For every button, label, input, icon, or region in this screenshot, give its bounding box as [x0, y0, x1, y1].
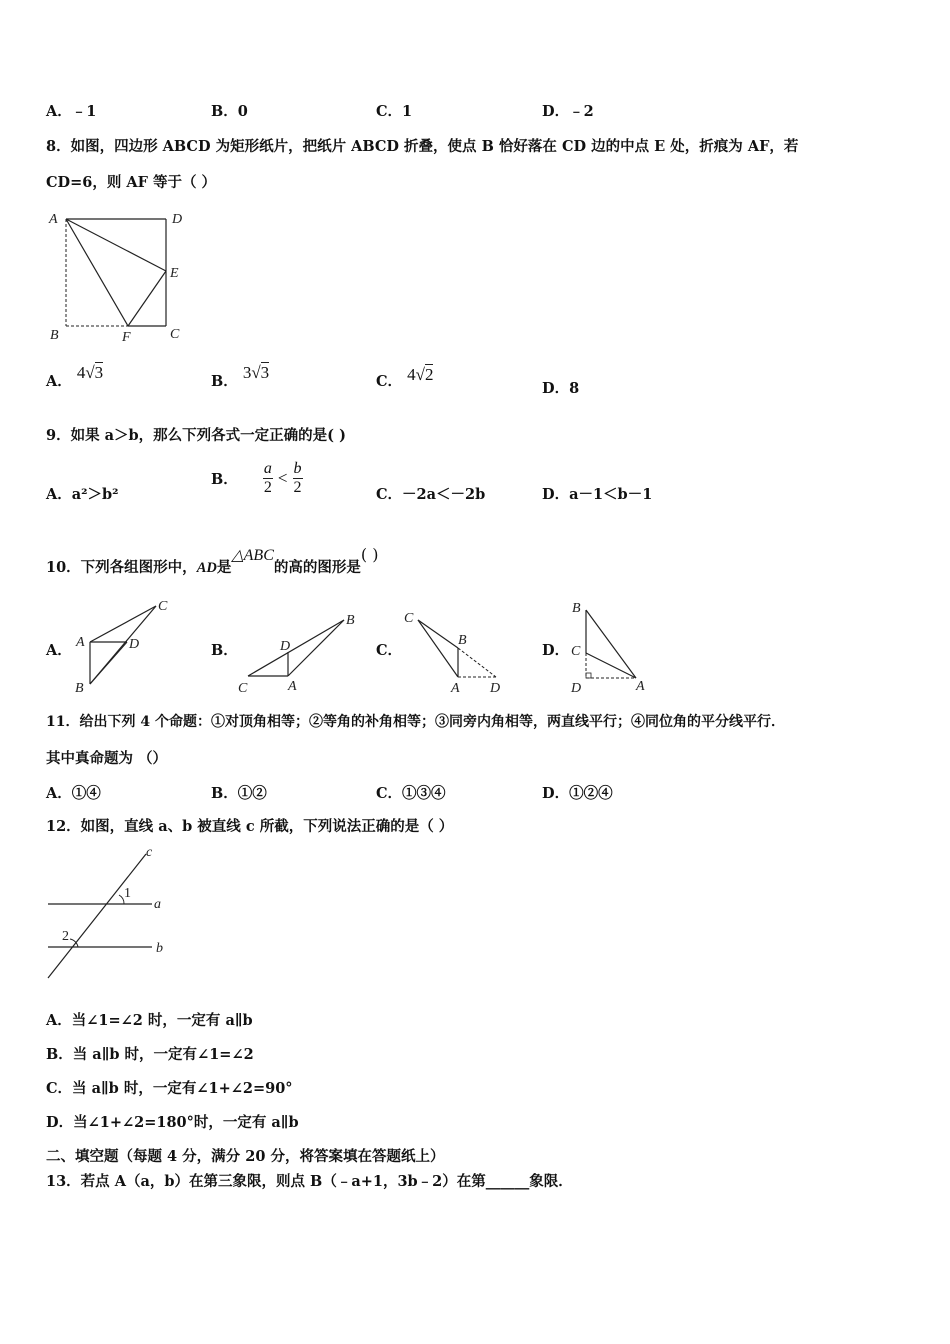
- q10-figure-d: [566, 598, 656, 696]
- q13-stem: 13．若点 A（a，b）在第三象限，则点 B（﹣a+1，3b﹣2）在第______象限．: [46, 1173, 573, 1190]
- q8-label-f: F: [122, 330, 131, 345]
- section2-heading: 二、填空题（每题 4 分，满分 20 分，将答案填在答题纸上）: [46, 1148, 445, 1165]
- q11-option-b: B．①②: [211, 785, 267, 802]
- q8-option-a: A． 4√3: [46, 363, 104, 390]
- q10b-label-4: B: [346, 613, 355, 628]
- q10d-label-1: B: [572, 601, 581, 616]
- q11-option-c: C．①③④: [376, 785, 446, 802]
- q8-option-d: D．8: [542, 380, 580, 397]
- q10c-label-1: C: [404, 611, 414, 626]
- q10b-label-3: D: [280, 639, 291, 654]
- q8-stem-line2: CD=6，则 AF 等于（ ）: [46, 174, 217, 191]
- q12-label-1: 1: [124, 886, 131, 901]
- q8-stem-line1: 8．如图，四边形 ABCD 为矩形纸片，把纸片 ABCD 折叠，使点 B 恰好落在 CD 边的中点 E 处，折痕为 AF，若: [46, 138, 799, 155]
- q11-option-a: A．①④: [46, 785, 101, 802]
- q8-figure: [44, 205, 204, 345]
- q10d-label-3: D: [571, 681, 582, 696]
- q9-option-d: D．a－1＜b－1: [542, 486, 653, 503]
- q10-figure-c: [400, 604, 510, 696]
- q8-label-b: B: [50, 328, 59, 343]
- q12-option-a: A．当∠1=∠2 时，一定有 a∥b: [46, 1012, 253, 1029]
- q12-label-2: 2: [62, 929, 69, 944]
- q10b-label-2: A: [288, 679, 297, 694]
- q10-option-c-label: C．: [376, 642, 403, 659]
- q12-option-b: B．当 a∥b 时，一定有∠1=∠2: [46, 1046, 254, 1063]
- q10-option-d-label: D．: [542, 642, 570, 659]
- q11-stem-line2: 其中真命题为 （）: [46, 750, 168, 767]
- q10c-label-3: A: [451, 681, 460, 696]
- q9-stem: 9．如果 a＞b，那么下列各式一定正确的是( ): [46, 427, 346, 444]
- q10b-label-1: C: [238, 681, 248, 696]
- q7-option-a: A．﹣1: [46, 103, 97, 120]
- q12-option-d: D．当∠1+∠2=180°时，一定有 a∥b: [46, 1114, 299, 1131]
- q11-stem-line1: 11．给出下列 4 个命题：①对顶角相等；②等角的补角相等；③同旁内角相等，两直线平行；④同位角的平分线平行．: [46, 714, 785, 730]
- q7-option-c: C．1: [376, 103, 413, 120]
- q10d-label-4: A: [636, 679, 645, 694]
- q10a-label-2: B: [75, 681, 84, 696]
- q10-option-b-label: B．: [211, 642, 238, 659]
- q8-label-c: C: [170, 327, 180, 342]
- q8-option-b: B． 3√3: [211, 363, 270, 390]
- q10a-label-1: A: [76, 635, 85, 650]
- q12-option-c: C．当 a∥b 时，一定有∠1+∠2=90°: [46, 1080, 293, 1097]
- q10-option-a-label: A．: [46, 642, 72, 659]
- q12-label-b: b: [156, 941, 163, 956]
- q8-label-d: D: [172, 212, 183, 227]
- q9-option-a: A．a²＞b²: [46, 486, 119, 503]
- q10-stem: 10．下列各组图形中，AD是△ABC的高的图形是( ): [46, 545, 379, 576]
- q10c-label-4: D: [490, 681, 501, 696]
- q11-option-d: D．①②④: [542, 785, 613, 802]
- q10a-label-3: C: [158, 599, 168, 614]
- q9-option-c: C．－2a＜－2b: [376, 486, 486, 503]
- q12-stem: 12．如图，直线 a、b 被直线 c 所截，下列说法正确的是（ ）: [46, 818, 454, 835]
- q8-label-e: E: [170, 266, 179, 281]
- q10d-label-2: C: [571, 644, 581, 659]
- q10-figure-b: [234, 606, 364, 696]
- q9-option-b: B． $\frac{a}{2}$ < $\frac{b}{2}$: [211, 460, 302, 496]
- q12-label-c: c: [146, 845, 153, 860]
- q12-label-a: a: [154, 897, 161, 912]
- q7-option-d: D．﹣2: [542, 103, 594, 120]
- q7-option-b: B．0: [211, 103, 248, 120]
- q8-option-c: C． 4√2: [376, 365, 434, 390]
- q8-label-a: A: [49, 212, 58, 227]
- q10a-label-4: D: [129, 637, 140, 652]
- q10-figure-a: [72, 596, 182, 696]
- q12-figure: [40, 842, 180, 982]
- q10c-label-2: B: [458, 633, 467, 648]
